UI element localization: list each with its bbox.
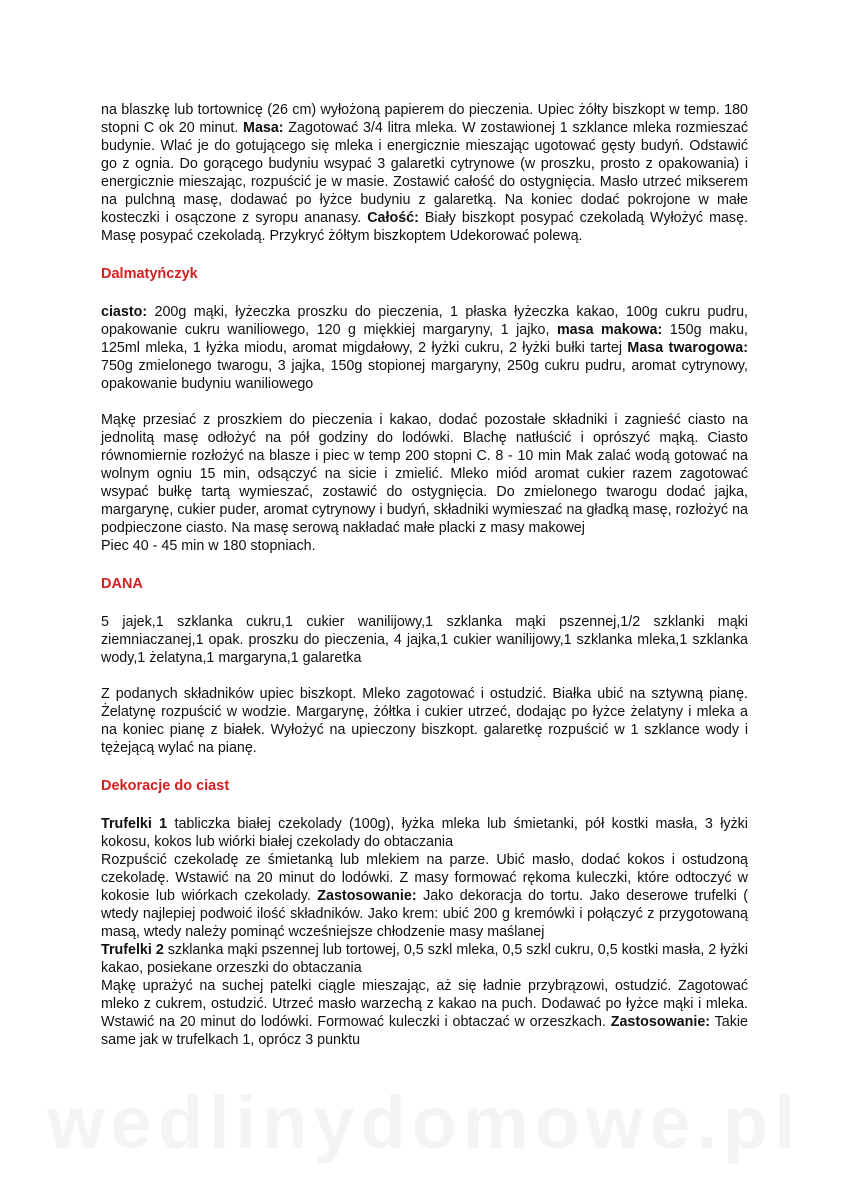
trufelki-1-label: Trufelki 1 <box>101 816 168 832</box>
trufelki-1-zastosowanie-label: Zastosowanie: <box>317 888 417 904</box>
dana-ingredients: 5 jajek,1 szklanka cukru,1 cukier wanilijowy,1 szklanka mąki pszennej,1/2 szklanki mąki ziemniaczanej,1 opak. proszku do pieczenia, 4 jajka,1 cukier wanilijowy,1 szklanka mleka,1 szklanka wody,1 żelatyna,1 margaryna,1 galaretka <box>101 614 748 666</box>
trufelki-2-ingredients-text: szklanka mąki pszennej lub tortowej, 0,5 szkl mleka, 0,5 szkl cukru, 0,5 kostki masła, 2 łyżki kakao, posiekane orzeszki do obtaczania <box>101 942 749 976</box>
heading-dekoracje: Dekoracje do ciast <box>101 778 230 794</box>
masa-makowa-label: masa makowa: <box>556 322 663 338</box>
trufelki-2-prep-text: Mąkę uprażyć na suchej patelki ciągle mieszając, aż się ładnie przybrązowi, ostudzić. Zagotować mleko z cukrem, ostudzić. Utrzeć masło warzechą z kakao na puch. Dodawać po łyżce mąki i mleka. Wstawić na 20 minut do lodówki. Formować kuleczki i obtaczać w orzeszkach. <box>101 978 748 1030</box>
trufelki-1-zastosowanie-text: Jako dekoracja do tortu. Jako deserowe trufelki ( wtedy najlepiej podwoić ilość składników. Jako krem: ubić 200 g kremówki i połączyć z przygotowaną masą, wtedy należy pominąć wcześniejsze chłodzenie masy maślanej <box>101 888 749 940</box>
trufelki-2-zastosowanie-label: Zastosowanie: <box>610 1014 711 1030</box>
heading-dana: DANA <box>101 576 143 592</box>
calosc-text: Biały biszkopt posypać czekoladą Wyłożyć masę. Masę posypać czekoladą. Przykryć żółtym biszkoptem Udekorować polewą. <box>101 210 749 244</box>
intro-paragraph <box>101 101 748 245</box>
dalmatynczyk-preparation: Mąkę przesiać z proszkiem do pieczenia i kakao, dodać pozostałe składniki i zagnieść ciasto na jednolitą masę odłożyć na pół godziny do lodówki. Blachę natłuścić i oprószyć mąką. Ciasto równomiernie rozłożyć na blasze i piec w temp 200 stopni C. 8 - 10 min Mak zalać wodą gotować na wolnym ogniu 15 min, odsączyć na sicie i zmielić. Mleko miód aromat cukier razem zagotować wsypać bułkę tartą wymieszać, zostawić do ostygnięcia. Do zmielonego twarogu dodać jajka, margarynę, cukier puder, aromat cytrynowy i budyń, składniki wymieszać na gładką masę, rozłożyć na podpieczone ciasto. Na masę serową nakładać małe placki z masy makowej <box>101 412 748 536</box>
masa-makowa-text: 150g maku, 125ml mleka, 1 łyżka miodu, aromat migdałowy, 2 łyżki cukru, 2 łyżki bułki tartej <box>101 322 748 356</box>
heading-dalmatynczyk: Dalmatyńczyk <box>101 266 198 282</box>
masa-label: Masa: <box>243 120 284 136</box>
masa-twarogowa-label: Masa twarogowa: <box>627 340 748 356</box>
dana-preparation: Z podanych składników upiec biszkopt. Mleko zagotować i ostudzić. Białka ubić na sztywną pianę. Żelatynę rozpuścić w wodzie. Margarynę, żółtka i cukier utrzeć, dodając po łyżce żelatyny i mleka a na koniec pianę z białek. Wyłożyć na upieczony biszkopt. galaretkę rozpuścić w 1 szklance wody i tężejącą wylać na pianę. <box>101 686 748 756</box>
ciasto-text: 200g mąki, łyżeczka proszku do pieczenia, 1 płaska łyżeczka kakao, 100g cukru pudru, opakowanie cukru waniliowego, 120 g miękkiej margaryny, 1 jajko, <box>101 304 748 338</box>
masa-text: Zagotować 3/4 litra mleka. W zostawionej 1 szklance mleka rozmieszać budynie. Wlać je do gotującego się mleka i energicznie mieszając ugotować gęsty budyń. Odstawić go z ognia. Do gorącego budyniu wsypać 3 galaretki cytrynowe (w proszku, prosto z opakowania) i energicznie mieszając, rozpuścić je w masie. Zostawić całość do ostygnięcia. Masło utrzeć mikserem na pulchną masę, dodawać po łyżce budyniu z galaretką. Na koniec dodać pokrojone w małe kosteczki i osączone z syropu ananasy. <box>101 120 748 226</box>
trufelki-2-ingredients <box>101 941 748 977</box>
trufelki-1-preparation <box>101 851 748 941</box>
intro-text: na blaszkę lub tortownicę (26 cm) wyłożoną papierem do pieczenia. Upiec żółty biszkopt w temp. 180 stopni C ok 20 minut. <box>101 102 748 136</box>
dalmatynczyk-baking: Piec 40 - 45 min w 180 stopniach. <box>101 538 316 554</box>
dalmatynczyk-ingredients <box>101 303 748 393</box>
trufelki-2-zastosowanie-text: Takie same jak w trufelkach 1, oprócz 3 punktu <box>101 1014 748 1048</box>
masa-twarogowa-text: 750g zmielonego twarogu, 3 jajka, 150g stopionej margaryny, 250g cukru pudru, aromat cytrynowy, opakowanie budyniu waniliowego <box>101 358 748 392</box>
watermark: wedlinydomowe.pl <box>47 1081 801 1164</box>
trufelki-1-ingredients <box>101 815 748 851</box>
calosc-label: Całość: <box>367 210 419 226</box>
trufelki-2-preparation <box>101 977 748 1049</box>
trufelki-1-ingredients-text: tabliczka białej czekolady (100g), łyżka mleka lub śmietanki, pół kostki masła, 3 łyżki kokosu, kokos lub wiórki białej czekolady do obtaczania <box>101 816 748 850</box>
document-page <box>101 101 748 1049</box>
trufelki-1-prep-text: Rozpuścić czekoladę ze śmietanką lub mlekiem na parze. Ubić masło, dodać kokos i ostudzoną czekoladę. Wstawić na 20 minut do lodówki. Z masy formować rękoma kuleczki, które odtoczyć w kokosie lub wiórkach czekolady. <box>101 852 748 904</box>
ciasto-label: ciasto: <box>101 304 148 320</box>
trufelki-2-label: Trufelki 2 <box>101 942 164 958</box>
